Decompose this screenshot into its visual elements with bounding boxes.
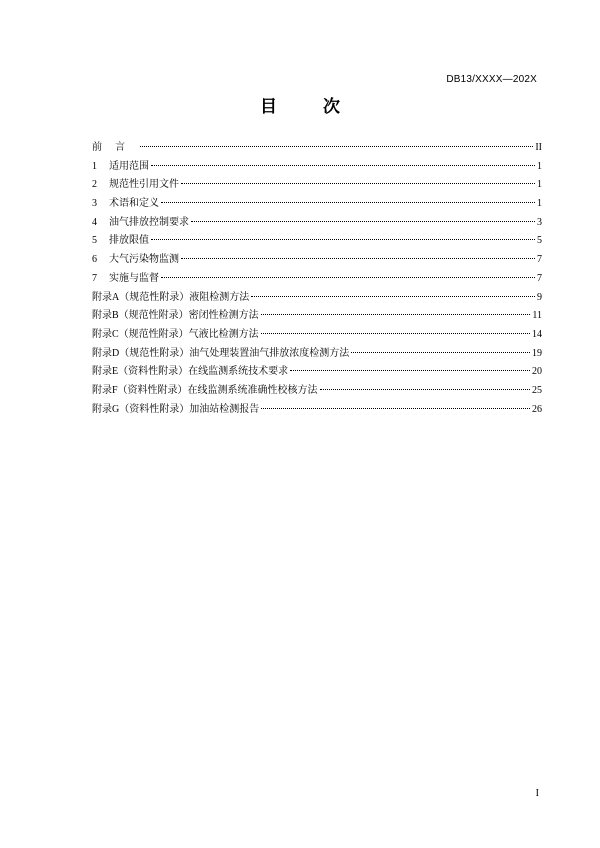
toc-entry-label: 实施与监督 — [109, 272, 159, 284]
dot-leader — [290, 370, 530, 371]
toc-entry-page: 5 — [537, 235, 542, 247]
toc-entry-6[interactable] — [92, 251, 542, 270]
toc-entry-appendix-f[interactable] — [92, 382, 542, 401]
toc-entry-appendix-c[interactable] — [92, 326, 542, 345]
toc-entry-2[interactable] — [92, 176, 542, 195]
toc-entry-3[interactable] — [92, 195, 542, 214]
toc-entry-page: 7 — [537, 254, 542, 266]
toc-entry-page: 1 — [537, 198, 542, 210]
toc-entry-label: 附录C（规范性附录）气液比检测方法 — [92, 328, 259, 340]
toc-entry-page: 25 — [532, 384, 542, 396]
dot-leader — [161, 277, 535, 278]
toc-entry-label: 附录A（规范性附录）液阻检测方法 — [92, 291, 250, 303]
toc-entry-label: 油气排放控制要求 — [109, 216, 189, 228]
toc-entry-label: 前言 — [92, 142, 138, 153]
dot-leader — [181, 258, 535, 259]
toc-entry-page: 20 — [532, 366, 542, 378]
dot-leader — [320, 389, 530, 390]
dot-leader — [251, 296, 535, 297]
toc-entry-label: 大气污染物监测 — [109, 254, 179, 266]
toc-entry-appendix-a[interactable] — [92, 289, 542, 308]
dot-leader — [261, 314, 531, 315]
toc-entry-label: 适用范围 — [109, 160, 149, 172]
page-title: 目 次 — [260, 97, 360, 117]
dot-leader — [161, 202, 535, 203]
toc-entry-number: 7 — [92, 272, 97, 284]
toc-entry-page: 26 — [532, 403, 542, 415]
toc-entry-page: 3 — [537, 216, 542, 228]
toc-entry-number: 2 — [92, 179, 97, 191]
toc-entry-page: 14 — [532, 328, 542, 340]
toc-entry-1[interactable] — [92, 158, 542, 177]
toc-entry-appendix-g[interactable] — [92, 401, 542, 420]
toc-entry-page: 11 — [532, 310, 542, 322]
toc-entry-label: 附录B（规范性附录）密闭性检测方法 — [92, 310, 259, 322]
dot-leader — [140, 146, 533, 147]
toc-entry-appendix-e[interactable] — [92, 363, 542, 382]
toc-entry-label: 附录D（规范性附录）油气处理装置油气排放浓度检测方法 — [92, 347, 350, 359]
toc-entry-number: 5 — [92, 235, 97, 247]
toc-entry-page: 1 — [537, 179, 542, 191]
toc-entry-label: 排放限值 — [109, 235, 149, 247]
toc-entry-preface[interactable] — [92, 139, 542, 158]
page-number: I — [535, 788, 539, 799]
toc-entry-5[interactable] — [92, 232, 542, 251]
toc-entry-page: II — [535, 142, 542, 153]
dot-leader — [151, 165, 535, 166]
toc-entry-number: 3 — [92, 198, 97, 210]
toc-entry-appendix-b[interactable] — [92, 307, 542, 326]
toc-entry-7[interactable] — [92, 270, 542, 289]
toc-entry-number: 6 — [92, 254, 97, 266]
toc-entry-label: 术语和定义 — [109, 198, 159, 210]
toc-entry-4[interactable] — [92, 214, 542, 233]
toc-entry-page: 19 — [532, 347, 542, 359]
toc-entry-page: 7 — [537, 272, 542, 284]
toc-entry-label: 附录E（资料性附录）在线监测系统技术要求 — [92, 366, 289, 378]
table-of-contents — [92, 139, 542, 419]
toc-entry-appendix-d[interactable] — [92, 345, 542, 364]
dot-leader — [351, 352, 530, 353]
toc-entry-label: 规范性引用文件 — [109, 179, 179, 191]
standard-number: DB13/XXXX—202X — [446, 74, 537, 85]
toc-entry-label: 附录F（资料性附录）在线监测系统准确性校核方法 — [92, 384, 318, 396]
dot-leader — [181, 183, 535, 184]
toc-entry-page: 1 — [537, 160, 542, 172]
toc-entry-number: 1 — [92, 160, 97, 172]
dot-leader — [191, 221, 535, 222]
toc-entry-number: 4 — [92, 216, 97, 228]
toc-entry-page: 9 — [537, 291, 542, 303]
dot-leader — [261, 408, 530, 409]
dot-leader — [151, 239, 535, 240]
toc-entry-label: 附录G（资料性附录）加油站检测报告 — [92, 403, 260, 415]
dot-leader — [261, 333, 530, 334]
